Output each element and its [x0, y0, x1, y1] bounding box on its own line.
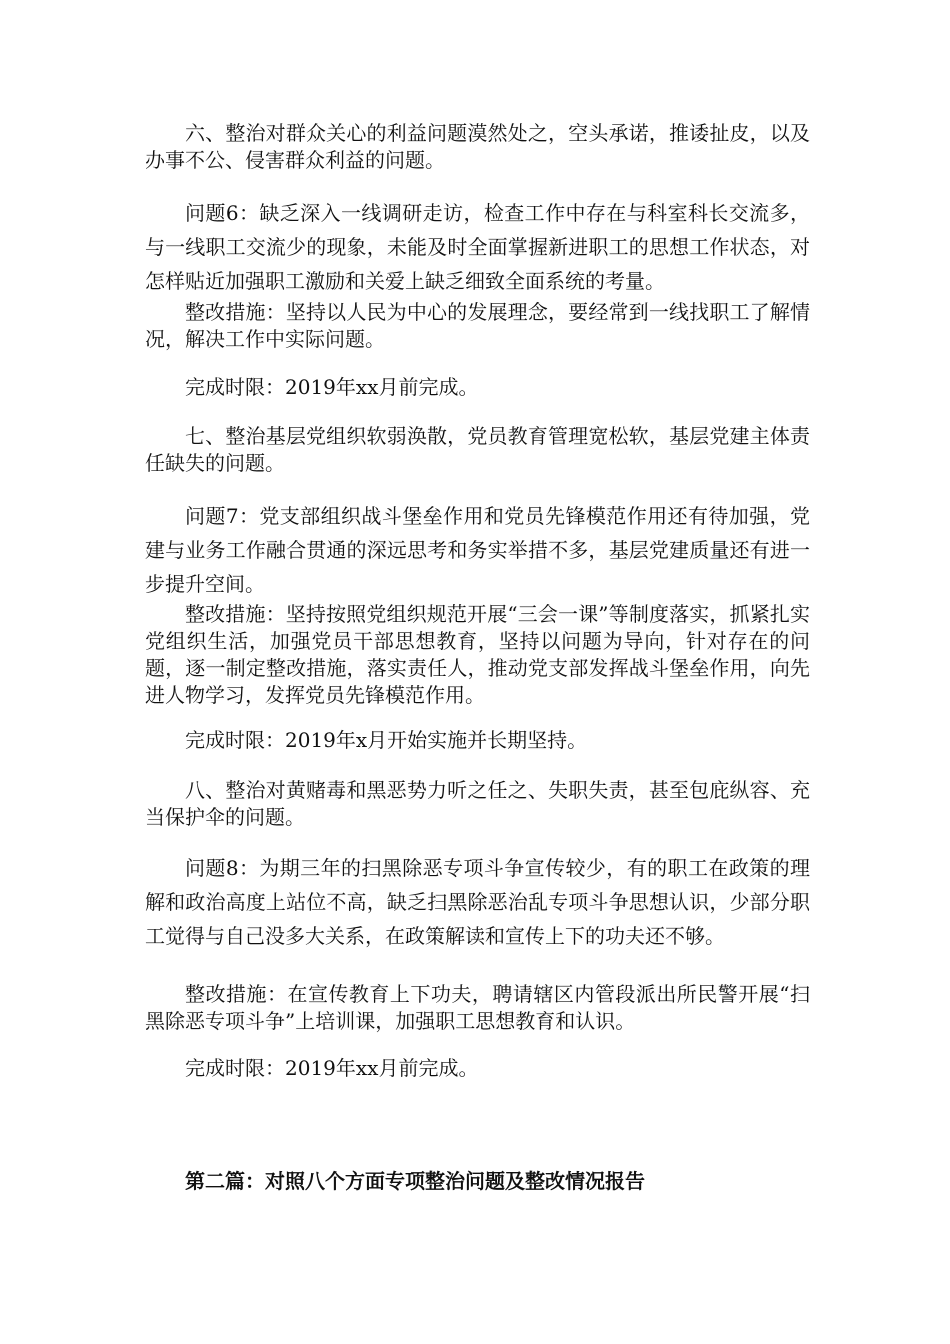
paragraph-deadline-8: 完成时限：2019年xx月前完成。 [185, 1056, 479, 1080]
section-heading: 第二篇：对照八个方面专项整治问题及整改情况报告 [185, 1169, 645, 1193]
paragraph-measures-8: 整改措施：在宣传教育上下功夫，聘请辖区内管段派出所民警开展“扫黑除恶专项斗争”上培训课，加强职工思想教育和认识。 [145, 982, 810, 1033]
paragraph-measures-7: 整改措施：坚持按照党组织规范开展“三会一课”等制度落实，抓紧扎实党组织生活，加强党员干部思想教育，坚持以问题为导向，针对存在的问题，逐一制定整改措施，落实责任人，推动党支部发挥战斗堡垒作用，向先进人物学习，发挥党员先锋模范作用。 [145, 602, 810, 707]
paragraph-deadline-7: 完成时限：2019年x月开始实施并长期坚持。 [185, 728, 588, 752]
paragraph-deadline-6: 完成时限：2019年xx月前完成。 [185, 375, 479, 399]
paragraph-measures-6: 整改措施：坚持以人民为中心的发展理念，要经常到一线找职工了解情况，解决工作中实际问题。 [145, 300, 810, 351]
paragraph-section-7-title: 七、整治基层党组织软弱涣散，党员教育管理宽松软，基层党建主体责任缺失的问题。 [145, 424, 810, 475]
paragraph-section-8-title: 八、整治对黄赌毒和黑恶势力听之任之、失职失责，甚至包庇纵容、充当保护伞的问题。 [145, 778, 810, 829]
paragraph-problem-6: 问题6：缺乏深入一线调研走访，检查工作中存在与科室科长交流多，与一线职工交流少的现象，未能及时全面掌握新进职工的思想工作状态，对怎样贴近加强职工激励和关爱上缺乏细致全面系统的考量。 [145, 201, 810, 293]
paragraph-problem-7: 问题7：党支部组织战斗堡垒作用和党员先锋模范作用还有待加强，党建与业务工作融合贯通的深远思考和务实举措不多，基层党建质量还有进一步提升空间。 [145, 504, 810, 596]
paragraph-problem-8: 问题8：为期三年的扫黑除恶专项斗争宣传较少，有的职工在政策的理解和政治高度上站位不高，缺乏扫黑除恶治乱专项斗争思想认识，少部分职工觉得与自己没多大关系，在政策解读和宣传上下的功夫还不够。 [145, 856, 810, 948]
paragraph-section-6-title: 六、整治对群众关心的利益问题漠然处之，空头承诺，推诿扯皮，以及办事不公、侵害群众利益的问题。 [145, 121, 810, 172]
